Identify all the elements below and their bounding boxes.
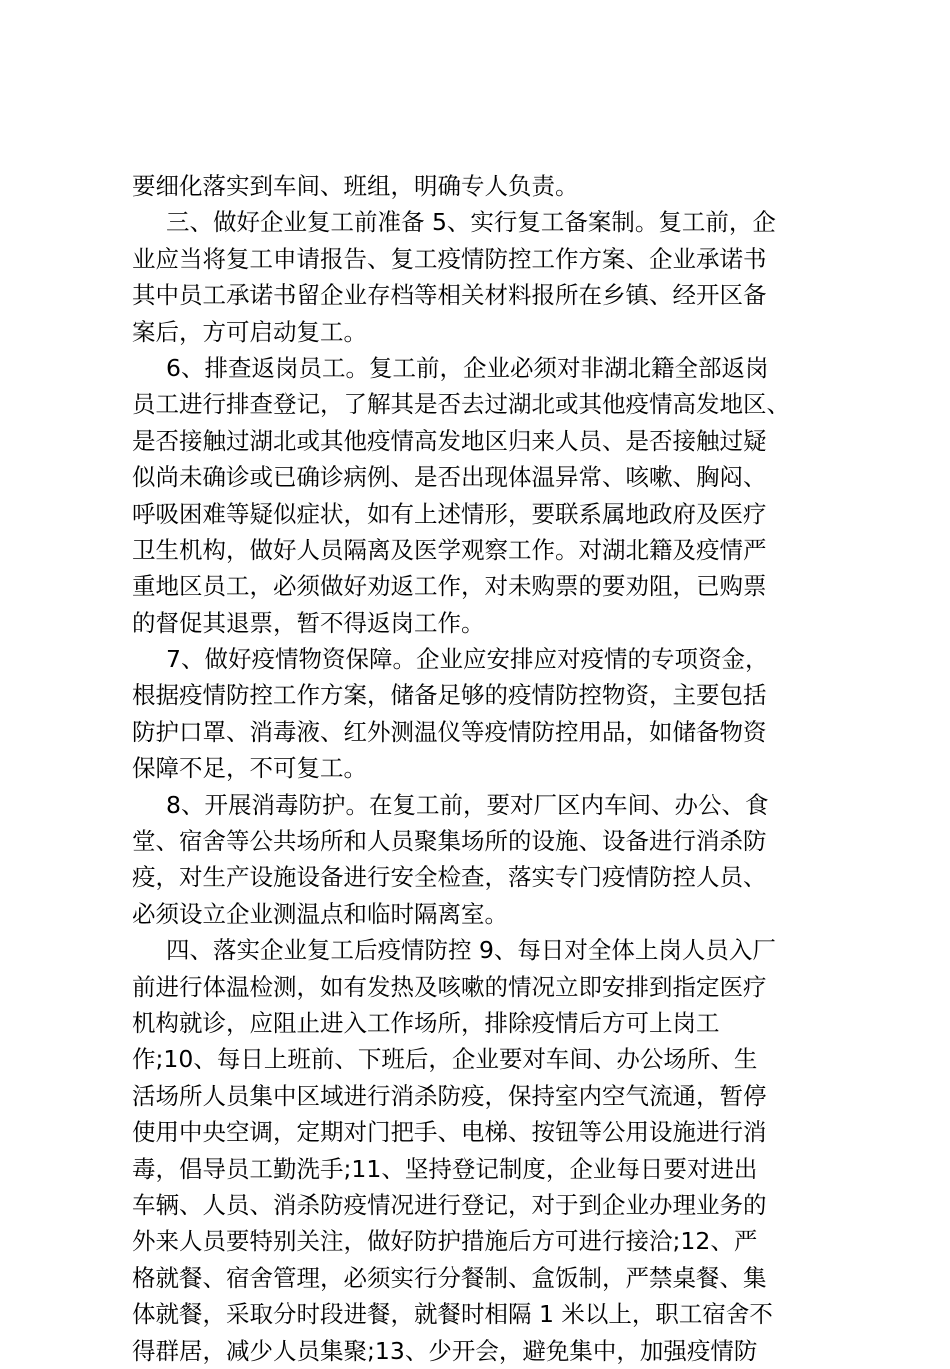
text-line: 根据疫情防控工作方案，储备足够的疫情防控物资，主要包括 bbox=[132, 681, 767, 710]
paragraph-first-line: 7、做好疫情物资保障。企业应安排应对疫情的专项资金， bbox=[166, 645, 769, 674]
paragraph-first-line: 6、排查返岗员工。复工前，企业必须对非湖北籍全部返岗 bbox=[166, 353, 769, 382]
paragraph-first-line: 四、落实企业复工后疫情防控 9、每日对全体上岗人员入厂 bbox=[166, 936, 776, 965]
text-line: 格就餐、宿舍管理，必须实行分餐制、盒饭制，严禁桌餐、集 bbox=[132, 1263, 767, 1292]
text-line: 作;10、每日上班前、下班后，企业要对车间、办公场所、生 bbox=[132, 1045, 758, 1074]
text-line: 呼吸困难等疑似症状，如有上述情形，要联系属地政府及医疗 bbox=[132, 499, 767, 528]
text-line: 卫生机构，做好人员隔离及医学观察工作。对湖北籍及疫情严 bbox=[132, 535, 767, 564]
text-line: 是否接触过湖北或其他疫情高发地区归来人员、是否接触过疑 bbox=[132, 426, 767, 455]
paragraph-first-line: 8、开展消毒防护。在复工前，要对厂区内车间、办公、食 bbox=[166, 790, 769, 819]
text-line: 要细化落实到车间、班组，明确专人负责。 bbox=[132, 172, 579, 200]
text-line: 堂、宿舍等公共场所和人员聚集场所的设施、设备进行消杀防 bbox=[132, 827, 767, 856]
text-line: 使用中央空调，定期对门把手、电梯、按钮等公用设施进行消 bbox=[132, 1118, 767, 1147]
text-line: 保障不足，不可复工。 bbox=[132, 754, 367, 783]
document-body bbox=[132, 168, 832, 1369]
paragraph-first-line: 三、做好企业复工前准备 5、实行复工备案制。复工前，企 bbox=[166, 208, 776, 237]
text-line: 业应当将复工申请报告、复工疫情防控工作方案、企业承诺书 bbox=[132, 244, 767, 273]
text-line: 其中员工承诺书留企业存档等相关材料报所在乡镇、经开区备 bbox=[132, 281, 767, 310]
text-line: 体就餐，采取分时段进餐，就餐时相隔 1 米以上，职工宿舍不 bbox=[132, 1300, 773, 1329]
text-line: 前进行体温检测，如有发热及咳嗽的情况立即安排到指定医疗 bbox=[132, 972, 767, 1001]
text-line: 案后，方可启动复工。 bbox=[132, 317, 367, 346]
text-line: 车辆、人员、消杀防疫情况进行登记，对于到企业办理业务的 bbox=[132, 1190, 767, 1219]
text-line: 防护口罩、消毒液、红外测温仪等疫情防控用品，如储备物资 bbox=[132, 717, 767, 746]
text-line: 必须设立企业测温点和临时隔离室。 bbox=[132, 899, 508, 928]
text-line: 员工进行排查登记，了解其是否去过湖北或其他疫情高发地区、 bbox=[132, 390, 790, 419]
text-line: 外来人员要特别关注，做好防护措施后方可进行接洽;12、严 bbox=[132, 1227, 758, 1256]
text-line: 重地区员工，必须做好劝返工作，对未购票的要劝阻，已购票 bbox=[132, 572, 767, 601]
text-line: 疫，对生产设施设备进行安全检查，落实专门疫情防控人员、 bbox=[132, 863, 767, 892]
text-line: 毒，倡导员工勤洗手;11、坚持登记制度，企业每日要对进出 bbox=[132, 1154, 758, 1183]
text-line: 的督促其退票，暂不得返岗工作。 bbox=[132, 608, 485, 637]
text-line: 机构就诊，应阻止进入工作场所，排除疫情后方可上岗工 bbox=[132, 1008, 720, 1037]
text-line: 得群居，减少人员集聚;13、少开会，避免集中，加强疫情防 bbox=[132, 1336, 758, 1365]
text-line: 似尚未确诊或已确诊病例、是否出现体温异常、咳嗽、胸闷、 bbox=[132, 463, 767, 492]
text-line: 活场所人员集中区域进行消杀防疫，保持室内空气流通，暂停 bbox=[132, 1081, 767, 1110]
